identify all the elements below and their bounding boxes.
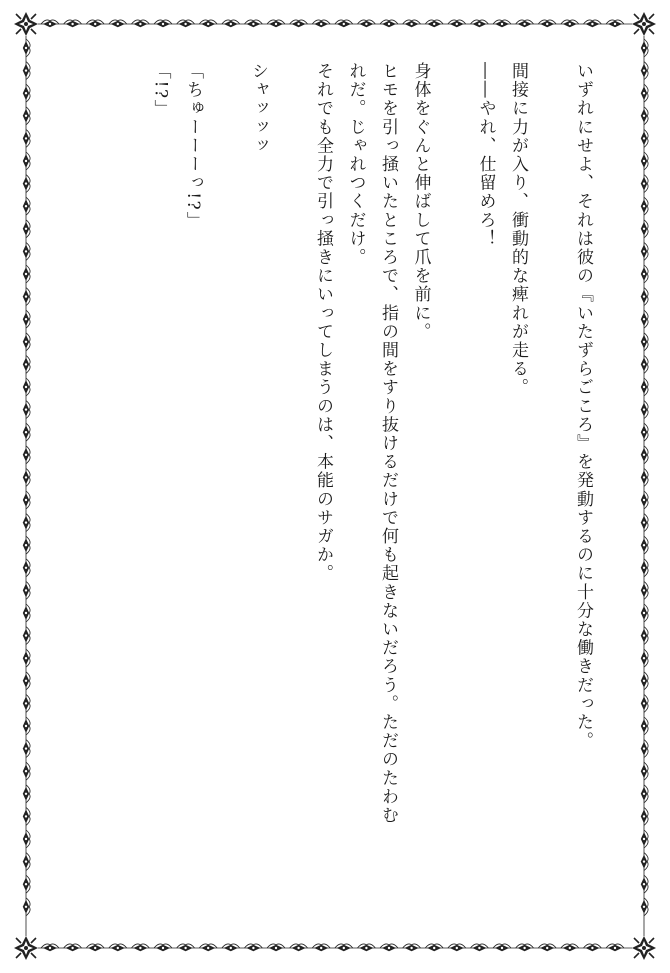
text-line: 身体をぐんと伸ばして爪を前に。 [410, 62, 431, 341]
text-line: ――やれ、仕留めろ！ [475, 62, 496, 248]
text-line: それでも全力で引っ掻きにいってしまうのは、本能のサガか。 [313, 62, 333, 583]
text-line: いずれにせよ、それは彼の『いたずらごころ』を発動するのに十分な働きだった。 [573, 62, 593, 751]
text-line: ヒモを引っ掻いたところで、指の間をすり抜けるだけで何も起きないだろう。ただのたわむ [378, 62, 398, 825]
text-line: れだ。じゃれつくだけ。 [345, 62, 366, 267]
text-line: 間接に力が入り、衝動的な痺れが走る。 [508, 62, 528, 397]
text-line: シャッッッ [248, 62, 268, 155]
vertical-text-body [96, 62, 616, 922]
text-line: 「!?」 [150, 62, 171, 119]
text-line: 「ちゅーーーっ!?」 [183, 62, 203, 230]
